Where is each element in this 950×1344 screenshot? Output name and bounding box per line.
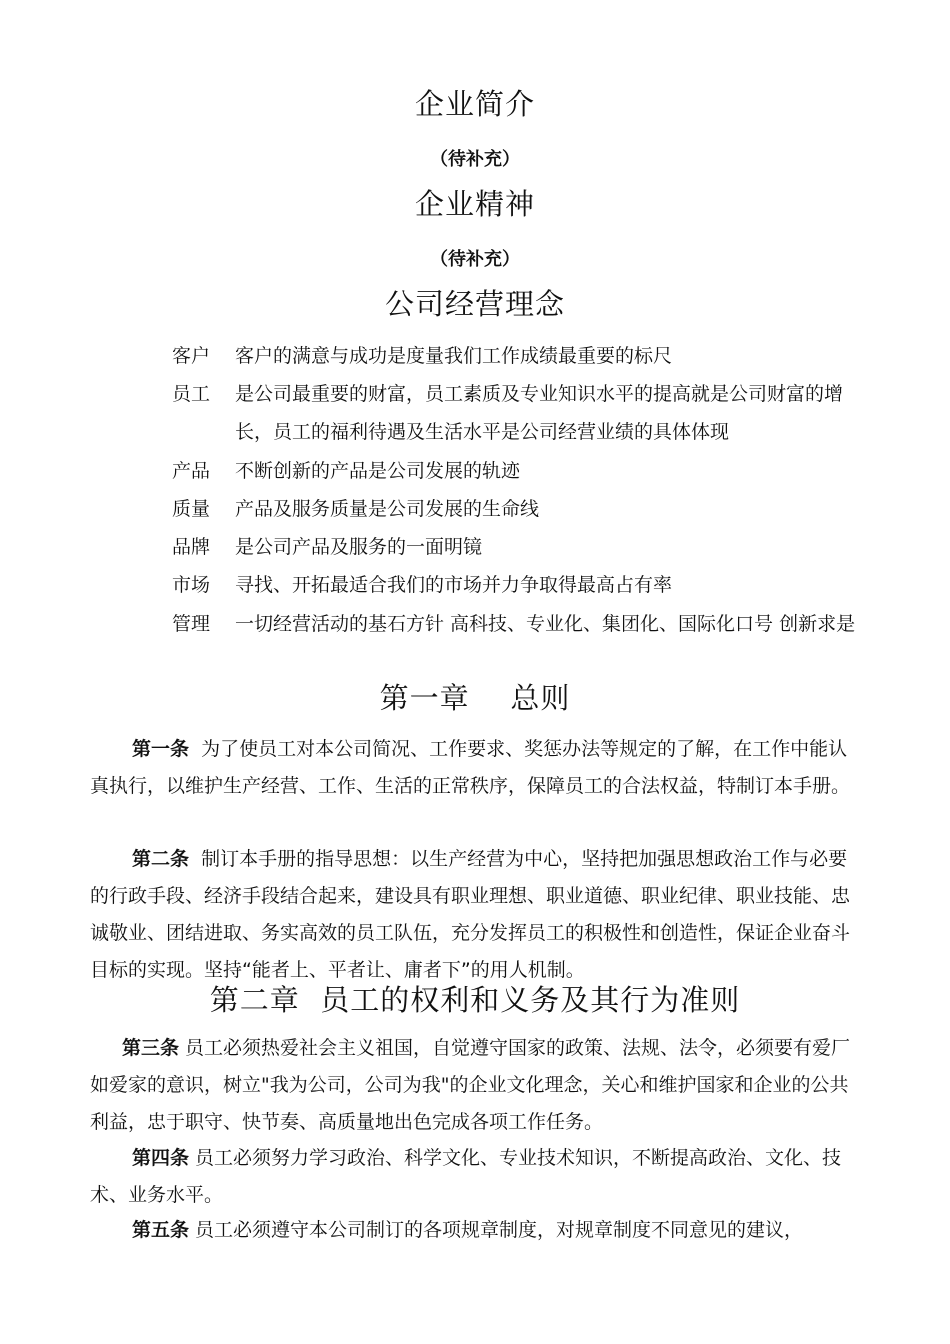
philosophy-label: 员工 [172, 383, 211, 405]
philosophy-text: 产品及服务质量是公司发展的生命线 [235, 498, 540, 520]
article-4 [90, 1140, 862, 1214]
article-label: 第一条 [132, 738, 190, 760]
spirit-title: 企业精神 [414, 187, 535, 221]
article-5 [90, 1212, 862, 1249]
article-label: 第二条 [132, 848, 190, 870]
philosophy-text: 是公司最重要的财富，员工素质及专业知识水平的提高就是公司财富的增长，员工的福利待遇及生活水平是公司经营业绩的具体体现 [235, 383, 844, 443]
article-label: 第五条 [132, 1219, 190, 1241]
article-text: 员工必须热爱社会主义祖国，自觉遵守国家的政策、法规、法令，必须要有爱厂如爱家的意识，树立"我为公司，公司为我"的企业文化理念，关心和维护国家和企业的公共利益，忠于职守、快节奏、高质量地出色完成各项工作任务。 [90, 1037, 851, 1133]
philosophy-label: 质量 [172, 498, 211, 520]
philosophy-text: 不断创新的产品是公司发展的轨迹 [235, 460, 521, 482]
article-3 [90, 1030, 862, 1141]
article-text: 员工必须努力学习政治、科学文化、专业技术知识，不断提高政治、文化、技术、业务水平。 [90, 1147, 842, 1206]
article-text: 制订本手册的指导思想：以生产经营为中心，坚持把加强思想政治工作与必要的行政手段、经济手段结合起来，建设具有职业理想、职业道德、职业纪律、职业技能、忠诚敬业、团结进取、务实高效的员工队伍，充分发挥员工的积极性和创造性，保证企业奋斗目标的实现。坚持“能者上、平者让、庸者下”的用人机制。 [90, 848, 851, 981]
article-text: 员工必须遵守本公司制订的各项规章制度，对规章制度不同意见的建议， [189, 1219, 804, 1241]
philosophy-label: 市场 [172, 574, 211, 596]
spirit-pending-note: （待补充） [430, 249, 520, 270]
article-label: 第四条 [132, 1147, 190, 1169]
article-1 [90, 731, 862, 805]
chapter-1-title: 第一章 总则 [379, 681, 571, 715]
philosophy-text: 寻找、开拓最适合我们的市场并力争取得最高占有率 [235, 574, 673, 596]
intro-pending-note: （待补充） [430, 149, 520, 170]
article-label: 第三条 [122, 1037, 180, 1059]
philosophy-label: 品牌 [172, 536, 211, 558]
philosophy-text: 客户的满意与成功是度量我们工作成绩最重要的标尺 [235, 345, 673, 367]
philosophy-text: 是公司产品及服务的一面明镜 [235, 536, 483, 558]
article-2 [90, 841, 862, 989]
chapter-2-title: 第二章 员工的权利和义务及其行为准则 [209, 983, 741, 1017]
philosophy-label: 产品 [172, 460, 211, 482]
intro-title: 企业简介 [414, 87, 535, 121]
philosophy-title: 公司经营理念 [384, 287, 565, 321]
philosophy-label: 客户 [172, 345, 211, 367]
article-text: 为了使员工对本公司简况、工作要求、奖惩办法等规定的了解，在工作中能认真执行，以维护生产经营、工作、生活的正常秩序，保障员工的合法权益，特制订本手册。 [90, 738, 851, 797]
philosophy-text: 一切经营活动的基石方针 高科技、专业化、集团化、国际化口号 创新求是 [235, 613, 856, 635]
philosophy-label: 管理 [172, 613, 211, 635]
